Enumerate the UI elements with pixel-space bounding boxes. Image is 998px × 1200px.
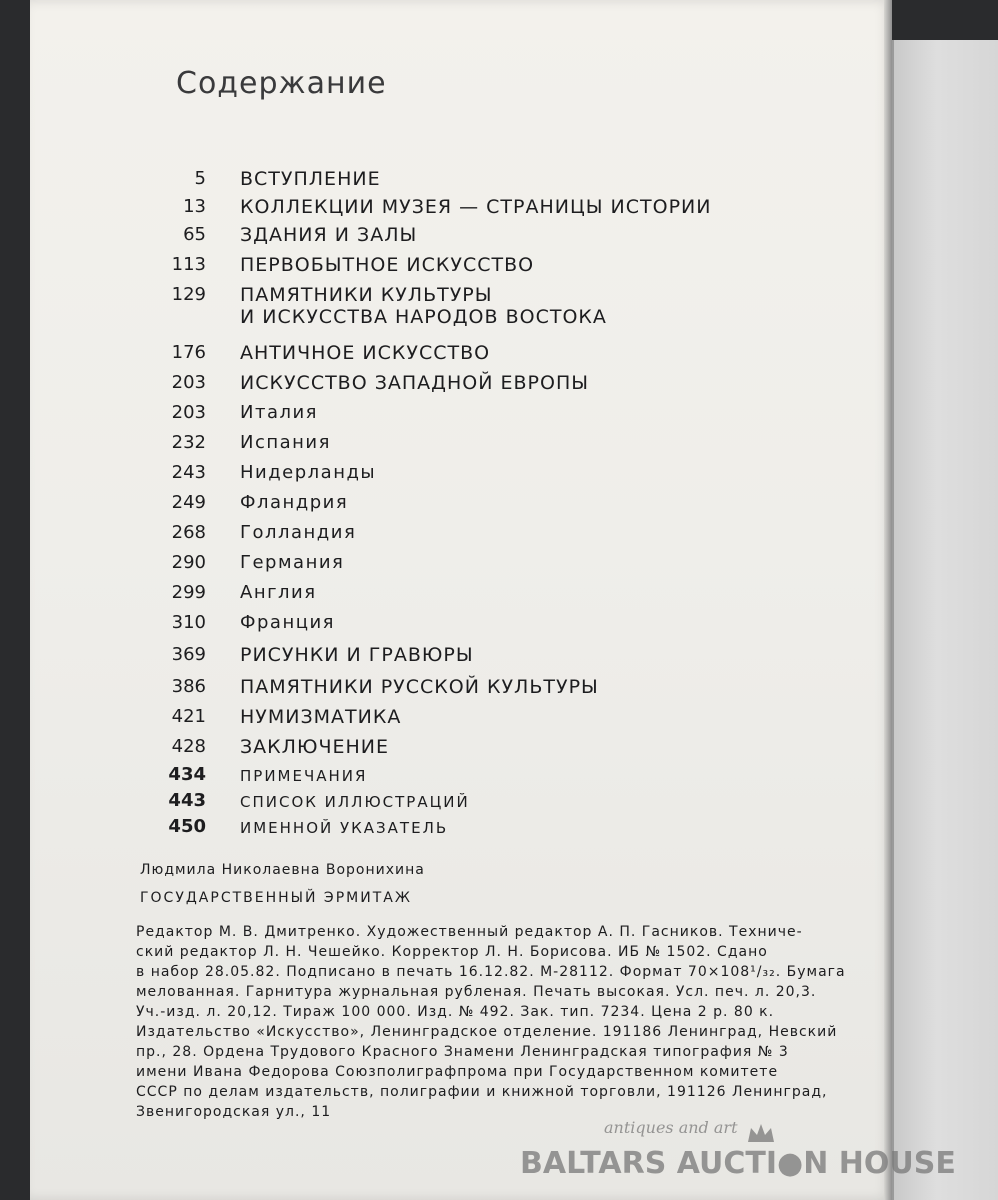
toc-row	[140, 396, 780, 426]
imprint-block	[136, 922, 898, 1122]
toc-page: 65	[183, 224, 206, 245]
toc-title: Франция	[240, 612, 335, 633]
book-page	[30, 0, 892, 1200]
toc-title: Нидерланды	[240, 462, 377, 483]
toc-page: 443	[168, 790, 206, 811]
toc-title: АНТИЧНОЕ ИСКУССТВО	[240, 342, 491, 364]
toc-title: ПЕРВОБЫТНОЕ ИСКУССТВО	[240, 254, 535, 276]
imprint-line: мелованная. Гарнитура журнальная рубленая. Печать высокая. Усл. печ. л. 20,3.	[136, 984, 817, 1000]
toc-row	[140, 670, 780, 700]
toc-row	[140, 248, 780, 278]
toc-page: 386	[171, 676, 206, 697]
imprint-line: в набор 28.05.82. Подписано в печать 16.12.82. М-28112. Формат 70×108¹/₃₂. Бумага	[136, 964, 846, 980]
toc-page: 290	[171, 552, 206, 573]
toc-row	[140, 190, 780, 220]
imprint-line: имени Ивана Федорова Союзполиграфпрома при Государственном комитете	[136, 1064, 779, 1080]
toc-page: 299	[171, 582, 206, 603]
toc-row	[140, 426, 780, 456]
toc-page: 369	[171, 644, 206, 665]
toc-page: 421	[171, 706, 206, 727]
toc-row	[140, 456, 780, 486]
toc-title: Италия	[240, 402, 319, 423]
imprint-line: ский редактор Л. Н. Чешейко. Корректор Л. Н. Борисова. ИБ № 1502. Сдано	[136, 944, 768, 960]
toc-title: ИСКУССТВО ЗАПАДНОЙ ЕВРОПЫ	[240, 372, 590, 394]
toc-row	[140, 486, 780, 516]
toc-title: КОЛЛЕКЦИИ МУЗЕЯ — СТРАНИЦЫ ИСТОРИИ	[240, 196, 712, 218]
toc-page: 434	[168, 764, 206, 785]
toc-page: 249	[171, 492, 206, 513]
toc-page: 129	[171, 284, 206, 305]
toc-row	[140, 218, 780, 248]
toc-row	[140, 516, 780, 546]
toc-page: 310	[171, 612, 206, 633]
toc-title: ЗДАНИЯ И ЗАЛЫ	[240, 224, 418, 246]
toc-title: РИСУНКИ И ГРАВЮРЫ	[240, 644, 474, 666]
toc-row	[140, 278, 780, 336]
toc-title: Голландия	[240, 522, 357, 543]
toc-page: 232	[171, 432, 206, 453]
toc-page: 113	[171, 254, 206, 275]
imprint-line: Уч.-изд. л. 20,12. Тираж 100 000. Изд. № 492. Зак. тип. 7234. Цена 2 р. 80 к.	[136, 1004, 775, 1020]
toc-title: Англия	[240, 582, 317, 603]
page-title: Содержание	[176, 66, 387, 101]
imprint-line: Издательство «Искусство», Ленинградское отделение. 191186 Ленинград, Невский	[136, 1024, 838, 1040]
author-name: Людмила Николаевна Воронихина	[140, 862, 425, 878]
toc-page: 13	[183, 196, 206, 217]
toc-row	[140, 638, 780, 668]
crown-icon	[746, 1122, 776, 1146]
toc-title: ПАМЯТНИКИ КУЛЬТУРЫ	[240, 284, 493, 306]
toc-row	[140, 162, 780, 192]
toc-page: 5	[194, 168, 206, 189]
toc-row	[140, 546, 780, 576]
toc-row	[140, 700, 780, 730]
watermark-tagline: antiques and art	[604, 1118, 738, 1137]
adjacent-page-edge	[892, 40, 998, 1200]
toc-page: 243	[171, 462, 206, 483]
toc-page: 203	[171, 372, 206, 393]
watermark-name: BALTARS AUCTI●N HOUSE	[520, 1146, 956, 1181]
toc-row	[140, 576, 780, 606]
toc-title: ЗАКЛЮЧЕНИЕ	[240, 736, 390, 758]
toc-title: НУМИЗМАТИКА	[240, 706, 402, 728]
toc-title: Германия	[240, 552, 345, 573]
book-gutter	[884, 0, 892, 1200]
toc-row	[140, 784, 780, 810]
imprint-line: Звенигородская ул., 11	[136, 1104, 332, 1120]
toc-page: 176	[171, 342, 206, 363]
toc-title: Испания	[240, 432, 331, 453]
toc-title: Фландрия	[240, 492, 349, 513]
toc-row	[140, 606, 780, 636]
toc-title: ПАМЯТНИКИ РУССКОЙ КУЛЬТУРЫ	[240, 676, 599, 698]
toc-page: 450	[168, 816, 206, 837]
book-title: ГОСУДАРСТВЕННЫЙ ЭРМИТАЖ	[140, 890, 412, 906]
toc-title: ВСТУПЛЕНИЕ	[240, 168, 381, 190]
toc-title-continued: И ИСКУССТВА НАРОДОВ ВОСТОКА	[240, 306, 607, 328]
toc-row	[140, 810, 780, 836]
toc-row	[140, 758, 780, 784]
toc-page: 268	[171, 522, 206, 543]
imprint-line: СССР по делам издательств, полиграфии и книжной торговли, 191126 Ленинград,	[136, 1084, 828, 1100]
toc-page: 203	[171, 402, 206, 423]
toc-row	[140, 730, 780, 760]
toc-title: СПИСОК ИЛЛЮСТРАЦИЙ	[240, 793, 470, 811]
imprint-line: Редактор М. В. Дмитренко. Художественный редактор А. П. Гасников. Техниче-	[136, 924, 803, 940]
toc-row	[140, 336, 780, 366]
toc-row	[140, 366, 780, 396]
toc-page: 428	[171, 736, 206, 757]
table-of-contents	[140, 162, 780, 838]
imprint-line: пр., 28. Ордена Трудового Красного Знамени Ленинградская типография № 3	[136, 1044, 789, 1060]
toc-title: ИМЕННОЙ УКАЗАТЕЛЬ	[240, 819, 449, 837]
toc-title: ПРИМЕЧАНИЯ	[240, 767, 368, 785]
